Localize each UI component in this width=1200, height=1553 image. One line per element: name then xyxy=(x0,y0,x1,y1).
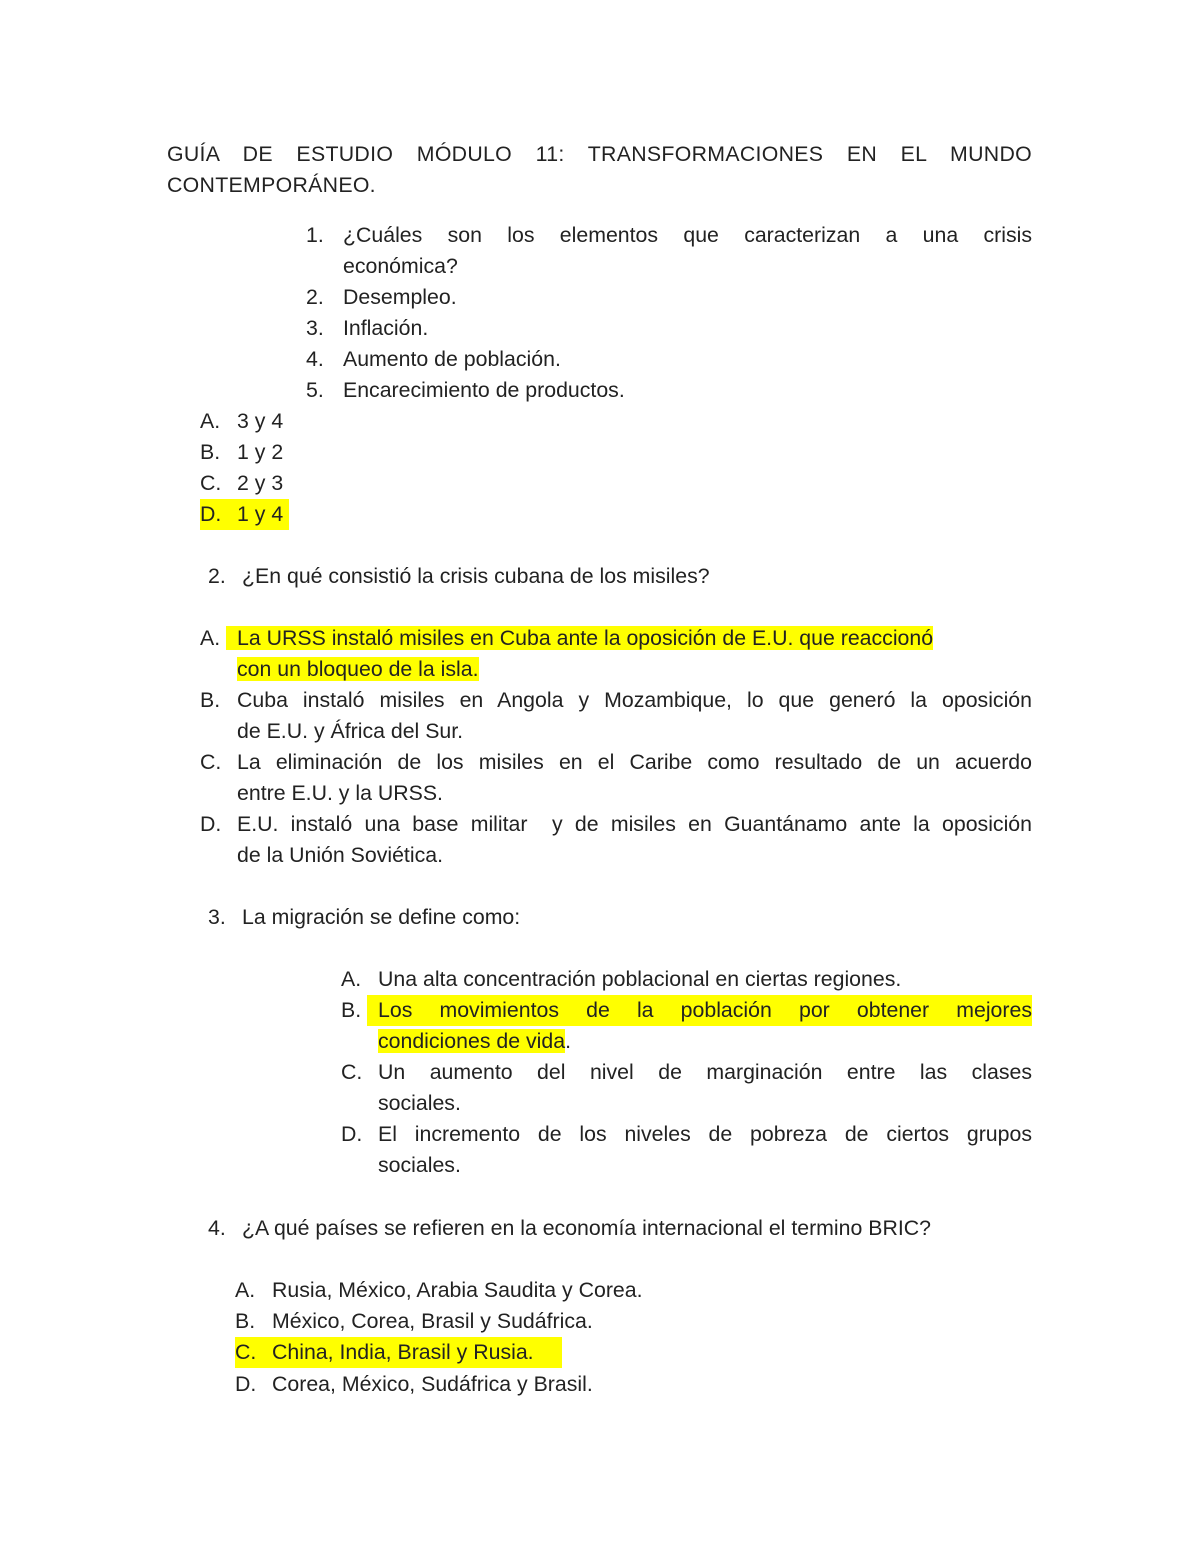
option-text: 1 y 4 xyxy=(237,502,284,526)
q1-item-2 xyxy=(306,282,1032,313)
q1-item-text-line2: económica? xyxy=(343,254,458,278)
option-label: A. xyxy=(341,967,362,991)
q1-option-a xyxy=(200,406,284,437)
q3-option-d xyxy=(341,1119,1032,1181)
option-label: A. xyxy=(200,409,221,433)
option-text-line1: E.U. instaló una base militar y de misiles en Guantánamo ante la oposición xyxy=(237,812,1032,836)
option-text-line1: Un aumento del nivel de marginación entre las clases xyxy=(378,1060,1032,1084)
option-label: A. xyxy=(235,1278,256,1302)
q1-item-number: 3. xyxy=(306,316,324,340)
option-text-line1: El incremento de los niveles de pobreza de ciertos grupos xyxy=(378,1122,1032,1146)
q1-option-c xyxy=(200,468,284,499)
q2-option-d xyxy=(200,809,1032,871)
q1-item-number: 4. xyxy=(306,347,324,371)
option-text: 2 y 3 xyxy=(237,471,284,495)
q1-item-4 xyxy=(306,344,1032,375)
q1-option-d-highlighted xyxy=(200,499,289,530)
question-text: ¿A qué países se refieren en la economía internacional el termino BRIC? xyxy=(242,1216,931,1240)
q1-item-number: 1. xyxy=(306,223,324,247)
option-text-line2: sociales. xyxy=(378,1091,461,1115)
option-label: B. xyxy=(200,688,221,712)
option-text-line1: Los movimientos de la población por obtener mejores xyxy=(367,995,1032,1026)
option-text-line1: La eliminación de los misiles en el Caribe como resultado de un acuerdo xyxy=(237,750,1032,774)
q3-option-c xyxy=(341,1057,1032,1119)
option-label: C. xyxy=(235,1340,257,1364)
q3-question xyxy=(208,902,521,933)
q1-item-text: Inflación. xyxy=(343,316,429,340)
option-text-line2: con un bloqueo de la isla. xyxy=(237,657,479,681)
q1-item-text: Desempleo. xyxy=(343,285,457,309)
q1-item-number: 2. xyxy=(306,285,324,309)
question-number: 4. xyxy=(208,1216,226,1240)
option-text-line2: entre E.U. y la URSS. xyxy=(237,781,443,805)
option-text: China, India, Brasil y Rusia. xyxy=(272,1340,534,1364)
option-text: 3 y 4 xyxy=(237,409,284,433)
q3-option-a xyxy=(341,964,902,995)
question-text: ¿En qué consistió la crisis cubana de los misiles? xyxy=(242,564,710,588)
q2-option-b xyxy=(200,685,1032,747)
q3-option-b-highlighted xyxy=(341,995,1032,1057)
q1-item-5 xyxy=(306,375,1032,406)
option-text-line2: sociales. xyxy=(378,1153,461,1177)
option-text-line2-period: . xyxy=(565,1029,571,1053)
question-number: 3. xyxy=(208,905,226,929)
q2-question xyxy=(208,561,710,592)
option-text-line1: Cuba instaló misiles en Angola y Mozambique, lo que generó la oposición xyxy=(237,688,1032,712)
q2-option-c xyxy=(200,747,1032,809)
option-label: C. xyxy=(341,1060,363,1084)
q1-item-3 xyxy=(306,313,1032,344)
option-text: México, Corea, Brasil y Sudáfrica. xyxy=(272,1309,593,1333)
option-label: A. xyxy=(200,626,221,650)
option-text-line1: La URSS instaló misiles en Cuba ante la oposición de E.U. que reaccionó xyxy=(226,626,933,650)
q4-option-d xyxy=(235,1369,593,1400)
option-label: D. xyxy=(341,1122,363,1146)
option-text: Corea, México, Sudáfrica y Brasil. xyxy=(272,1372,593,1396)
q4-option-a xyxy=(235,1275,643,1306)
option-text: Una alta concentración poblacional en ciertas regiones. xyxy=(378,967,902,991)
option-text: Rusia, México, Arabia Saudita y Corea. xyxy=(272,1278,643,1302)
q2-option-a-highlighted xyxy=(200,623,1032,685)
question-text: La migración se define como: xyxy=(242,905,521,929)
q4-question xyxy=(208,1213,931,1244)
option-text-line2: condiciones de vida xyxy=(378,1029,566,1053)
option-text-line2: de E.U. y África del Sur. xyxy=(237,719,464,743)
option-text: 1 y 2 xyxy=(237,440,284,464)
q1-item-text: Encarecimiento de productos. xyxy=(343,378,625,402)
option-label: D. xyxy=(235,1372,257,1396)
option-label: B. xyxy=(235,1309,256,1333)
q1-item-text: Aumento de población. xyxy=(343,347,561,371)
q4-option-c-highlighted xyxy=(235,1337,562,1368)
option-label: C. xyxy=(200,471,222,495)
option-label: B. xyxy=(200,440,221,464)
option-text-line2: de la Unión Soviética. xyxy=(237,843,443,867)
option-label: D. xyxy=(200,502,222,526)
q4-option-b xyxy=(235,1306,593,1337)
option-label: C. xyxy=(200,750,222,774)
option-label: D. xyxy=(200,812,222,836)
q1-item-text-line1: ¿Cuáles son los elementos que caracterizan a una crisis xyxy=(343,223,1032,247)
page-title: GUÍA DE ESTUDIO MÓDULO 11: TRANSFORMACIONES EN EL MUNDO CONTEMPORÁNEO. xyxy=(167,142,1032,197)
q1-item-number: 5. xyxy=(306,378,324,402)
q1-option-b xyxy=(200,437,284,468)
option-label: B. xyxy=(341,998,362,1022)
question-number: 2. xyxy=(208,564,226,588)
q1-item-1 xyxy=(306,220,1032,282)
